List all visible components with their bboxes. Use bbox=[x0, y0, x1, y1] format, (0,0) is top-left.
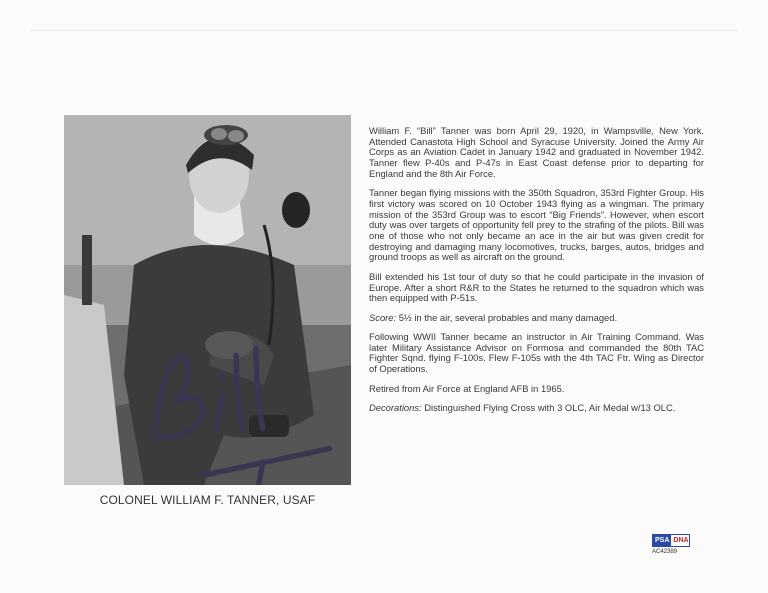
bio-paragraph-postwar: Following WWII Tanner became an instructor in Air Training Command. Was later Military Assistance Advisor on Formosa and commanded the 80th TAC Fighter Sqnd. flying F-100s. Flew F-105s with the 4th TAC Ftr. Wing as Director of Operations. bbox=[369, 331, 704, 375]
bio-paragraph-retirement: Retired from Air Force at England AFB in 1965. bbox=[369, 382, 565, 394]
page-edge-rule bbox=[30, 30, 738, 31]
bio-paragraph-tour: Bill extended his 1st tour of duty so that he could participate in the invasion of Europe. After a short R&R to the States he returned to the squadron which was then equipped with P-51s. bbox=[369, 270, 704, 304]
auth-code: AC42389 bbox=[652, 549, 678, 555]
bio-paragraph-early-life: William F. “Bill” Tanner was born April 29, 1920, in Wampsville, New York. Attended Canastota High School and Syracuse University. Joined the Army Air Corps as an Aviation Cadet in January 1942 and graduated in November 1942. Tanner flew P-40s and P-47s in East Coast defense prior to departing for England and the 8th Air Force. bbox=[369, 125, 704, 179]
authentication-sticker bbox=[652, 534, 692, 555]
auth-logo-left: PSA bbox=[655, 537, 670, 544]
bio-paragraph-decorations bbox=[369, 403, 704, 414]
psa-dna-logo bbox=[652, 534, 690, 547]
score-label: Score: bbox=[369, 311, 397, 323]
score-text: 5½ in the air, several probables and many damaged. bbox=[396, 311, 618, 323]
decorations-text: Distinguished Flying Cross with 3 OLC, Air Medal w/13 OLC. bbox=[421, 401, 676, 413]
auth-logo-right: DNA bbox=[673, 537, 689, 544]
pilot-photo bbox=[64, 115, 351, 485]
decorations-label: Decorations: bbox=[369, 401, 422, 413]
bio-paragraph-combat: Tanner began flying missions with the 350th Squadron, 353rd Fighter Group. His first victory was scored on 10 October 1943 flying as a wingman. The primary mission of the 353rd Group was to escort “Big Friends”. However, when escort duty was over targets of opportunity fell prey to the strafing of the pilots. Bill was one of those who not only became an ace in the air but was given credit for destroying and damaging many locomotives, trucks, barges, autos, bridges and ground troops as well as aircraft on the ground. bbox=[369, 187, 704, 263]
photo-caption: COLONEL WILLIAM F. TANNER, USAF bbox=[99, 493, 316, 507]
bio-paragraph-score bbox=[369, 313, 704, 324]
biography-text bbox=[369, 126, 704, 422]
